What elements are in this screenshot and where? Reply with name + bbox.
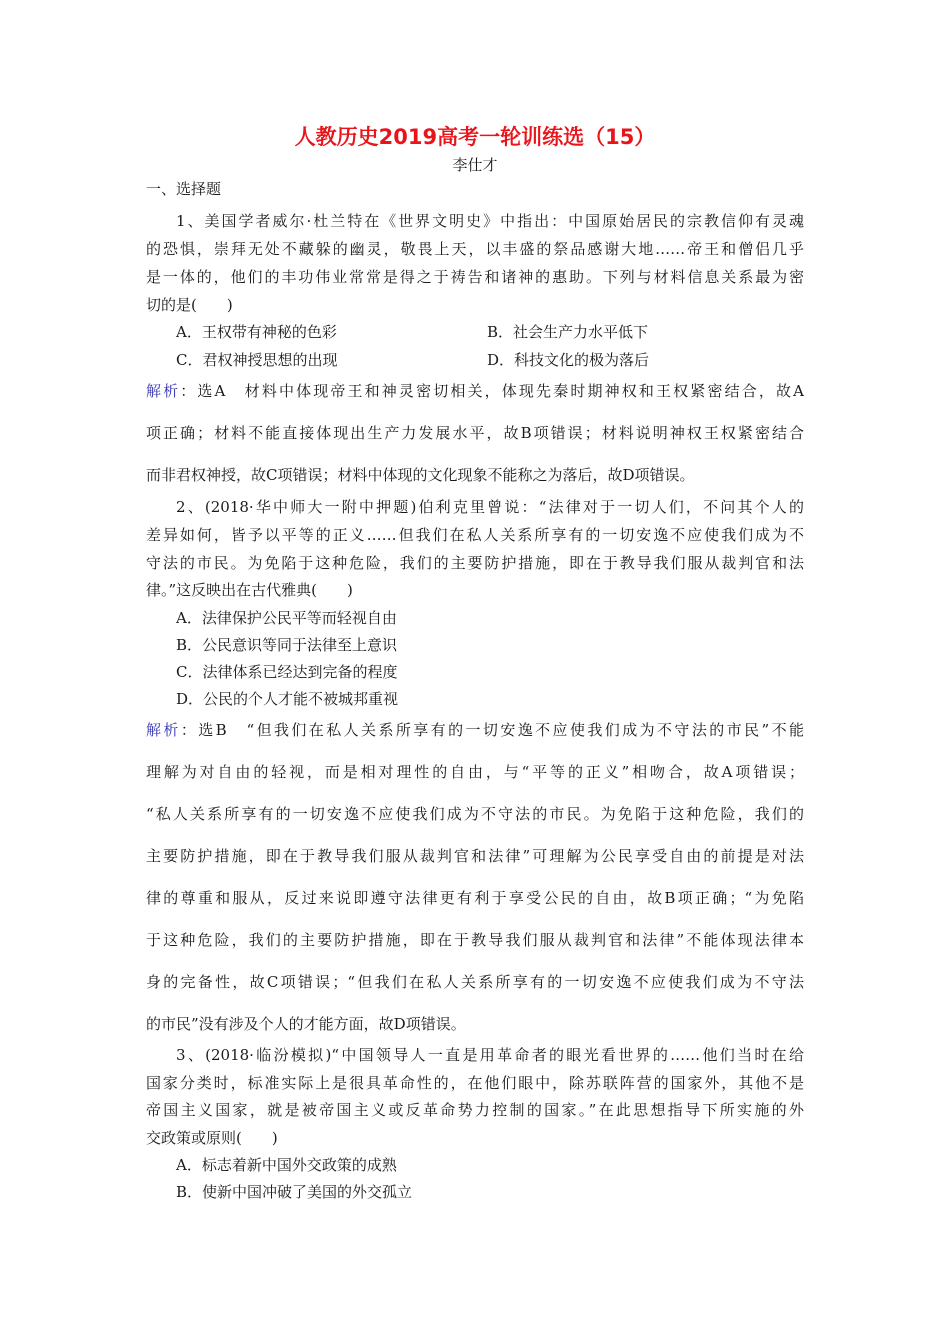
- q1-stem-line: 的恐惧，崇拜无处不藏躲的幽灵，敬畏上天，以丰盛的祭品感谢大地……帝王和僧侣几乎: [146, 240, 804, 258]
- q2-analysis-text: ：选B “但我们在私人关系所享有的一切安逸不应使我们成为不守法的市民”不能: [180, 721, 804, 739]
- q1-option-c: C．君权神授思想的出现: [176, 351, 338, 369]
- q2-analysis-line: 身的完备性，故C项错误；“但我们在私人关系所享有的一切安逸不应使我们成为不守法: [146, 973, 804, 991]
- q2-stem-line: 守法的市民。为免陷于这种危险，我们的主要防护措施，即在于教导我们服从裁判官和法: [146, 554, 804, 572]
- analysis-label: 解析: [146, 382, 181, 400]
- q1-stem-line: 1、美国学者威尔·杜兰特在《世界文明史》中指出：中国原始居民的宗教信仰有灵魂: [176, 212, 804, 230]
- q3-stem-line: 3、(2018·临汾模拟)“中国领导人一直是用革命者的眼光看世界的……他们当时在给: [176, 1046, 804, 1064]
- q3-stem-line: 国家分类时，标准实际上是很具革命性的，在他们眼中，除苏联阵营的国家外，其他不是: [146, 1074, 804, 1092]
- q2-stem-line: 2、(2018·华中师大一附中押题)伯利克里曾说：“法律对于一切人们，不问其个人的: [176, 498, 804, 516]
- q2-option-b: B．公民意识等同于法律至上意识: [176, 636, 398, 654]
- q1-analysis-line: 项正确；材料不能直接体现出生产力发展水平，故B项错误；材料说明神权王权紧密结合: [146, 424, 804, 442]
- q2-stem-line: 差异如何，皆予以平等的正义……但我们在私人关系所享有的一切安逸不应使我们成为不: [146, 526, 804, 544]
- q1-stem-line: 是一体的，他们的丰功伟业常常是得之于祷告和诸神的惠助。下列与材料信息关系最为密: [146, 268, 804, 286]
- q2-stem-line: 律。”这反映出在古代雅典( ): [146, 581, 353, 599]
- q2-option-d: D．公民的个人才能不被城邦重视: [176, 690, 399, 708]
- q2-analysis-line: 理解为对自由的轻视，而是相对理性的自由，与“平等的正义”相吻合，故A项错误；: [146, 763, 804, 781]
- q3-stem-line: 交政策或原则( ): [146, 1129, 278, 1147]
- q2-analysis-line: 主要防护措施，即在于教导我们服从裁判官和法律”可理解为公民享受自由的前提是对法: [146, 847, 804, 865]
- q2-option-c: C．法律体系已经达到完备的程度: [176, 663, 398, 681]
- q1-analysis-line: [146, 380, 804, 402]
- author-name: 李仕才: [452, 156, 498, 174]
- q2-analysis-line: “私人关系所享有的一切安逸不应使我们成为不守法的市民。为免陷于这种危险，我们的: [146, 805, 804, 823]
- analysis-label: 解析: [146, 721, 181, 739]
- q2-analysis-line: 的市民”没有涉及个人的才能方面，故D项错误。: [146, 1015, 466, 1033]
- document-title: 人教历史2019高考一轮训练选（15）: [294, 125, 656, 149]
- q1-stem-line: 切的是( ): [146, 296, 233, 314]
- q3-stem-line: 帝国主义国家，就是被帝国主义或反革命势力控制的国家。”在此思想指导下所实施的外: [146, 1101, 804, 1119]
- q1-analysis-text: ：选A 材料中体现帝王和神灵密切相关，体现先秦时期神权和王权紧密结合，故A: [180, 382, 804, 400]
- q1-option-d: D．科技文化的极为落后: [487, 351, 650, 369]
- q1-option-b: B．社会生产力水平低下: [487, 323, 649, 341]
- q1-option-a: A．王权带有神秘的色彩: [176, 323, 337, 341]
- q1-analysis-line: 而非君权神授，故C项错误；材料中体现的文化现象不能称之为落后，故D项错误。: [146, 466, 695, 484]
- section-heading: 一、选择题: [146, 180, 222, 198]
- q2-analysis-line: [146, 719, 804, 741]
- q3-option-b: B．使新中国冲破了美国的外交孤立: [176, 1183, 413, 1201]
- q2-analysis-line: 于这种危险，我们的主要防护措施，即在于教导我们服从裁判官和法律”不能体现法律本: [146, 931, 804, 949]
- q3-option-a: A．标志着新中国外交政策的成熟: [176, 1156, 397, 1174]
- q2-option-a: A．法律保护公民平等而轻视自由: [176, 609, 397, 627]
- q2-analysis-line: 律的尊重和服从，反过来说即遵守法律更有利于享受公民的自由，故B项正确；“为免陷: [146, 889, 804, 907]
